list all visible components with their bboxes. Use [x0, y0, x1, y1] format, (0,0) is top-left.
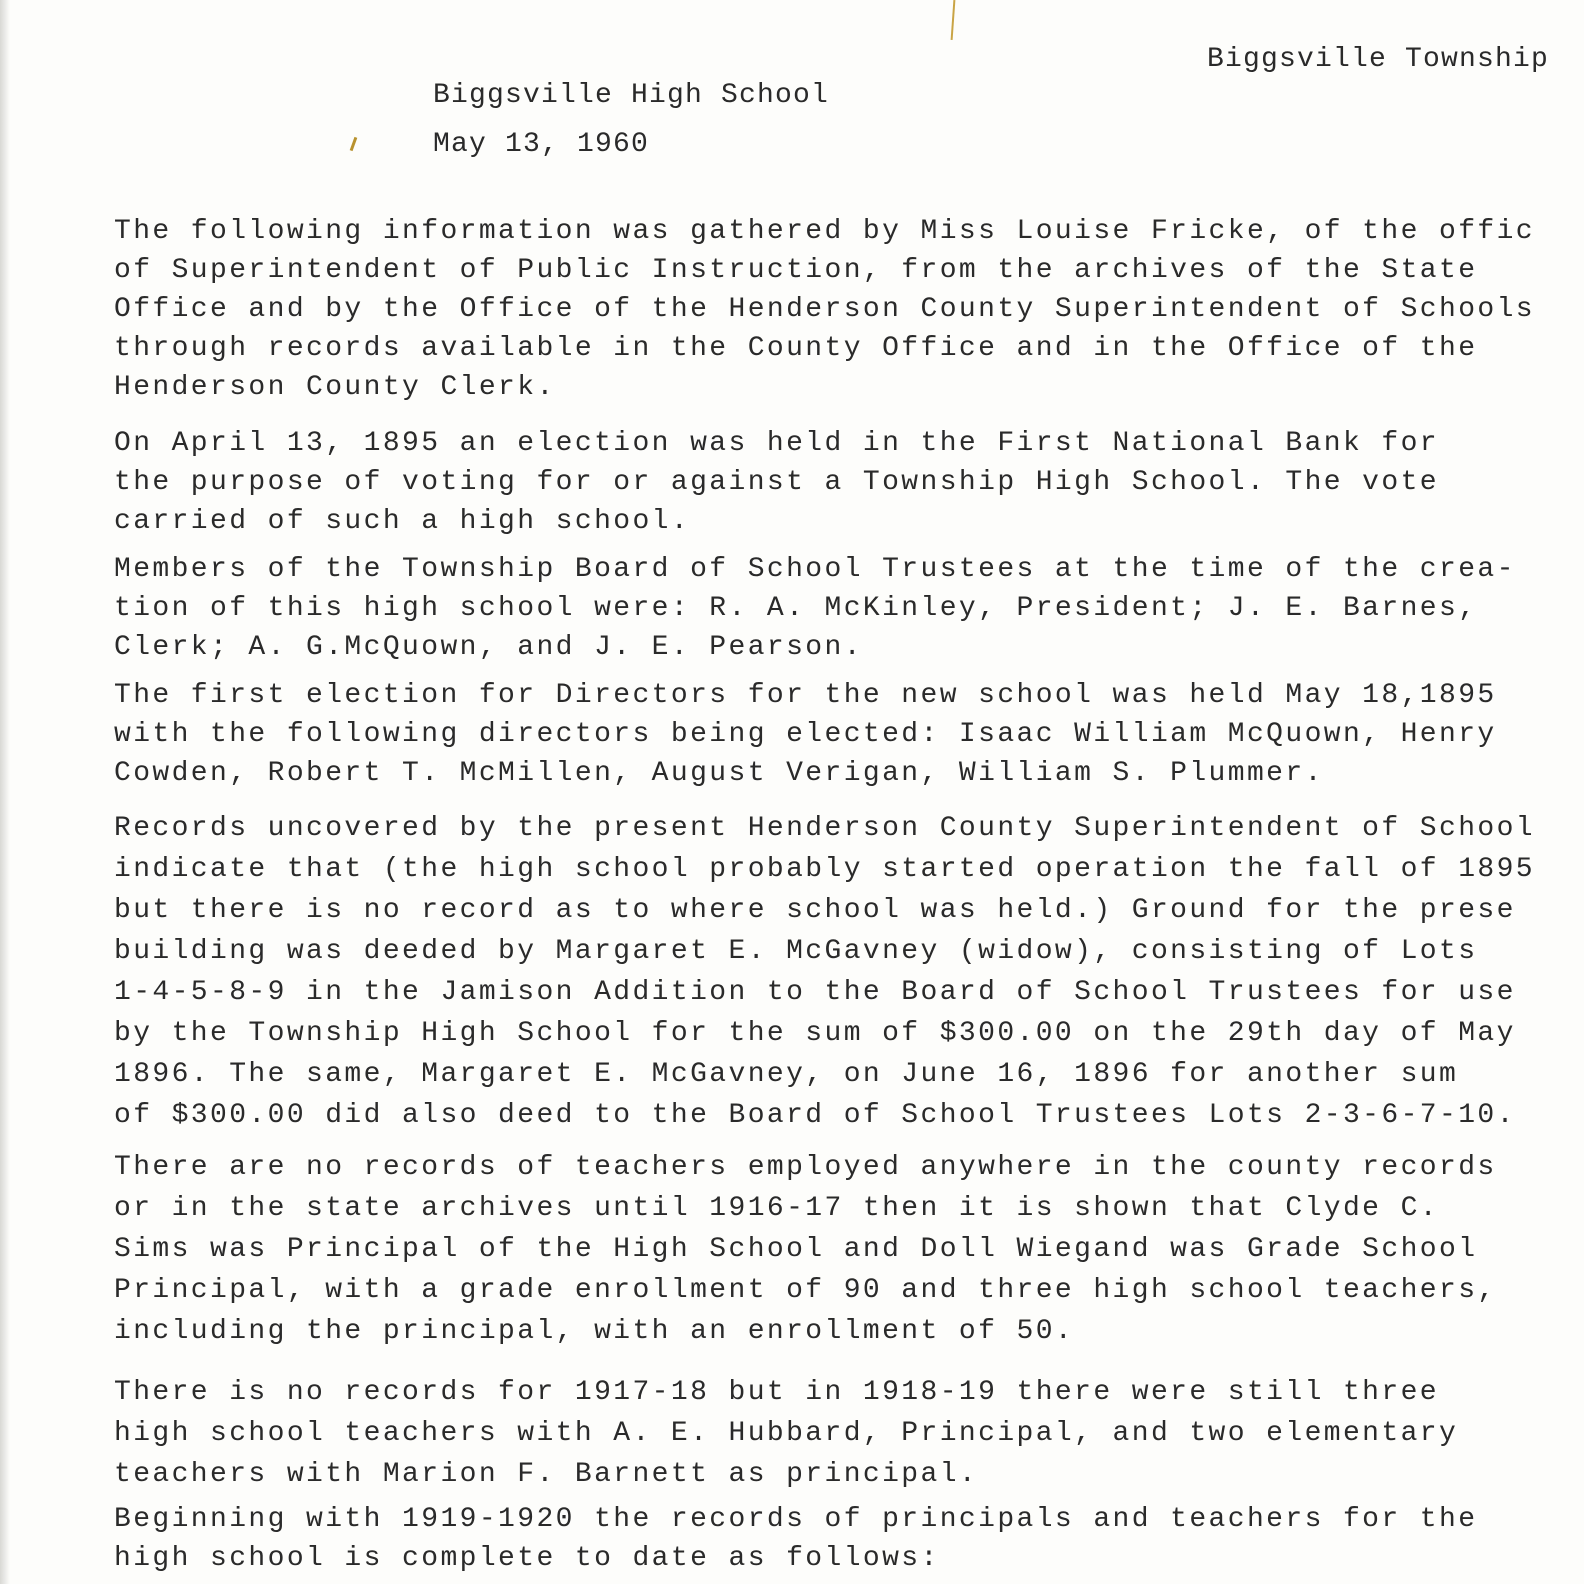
- text-line: The first election for Directors for the new school was held May 18,1895: [114, 680, 1497, 711]
- text-line: indicate that (the high school probably started operation the fall of 1895: [114, 854, 1536, 885]
- text-line: There is no records for 1917-18 but in 1918-19 there were still three: [114, 1377, 1439, 1408]
- paper-mark: [951, 0, 956, 40]
- text-line: Clerk; A. G.McQuown, and J. E. Pearson.: [114, 632, 863, 663]
- text-line: teachers with Marion F. Barnett as principal.: [114, 1459, 979, 1490]
- text-line: carried of such a high school.: [114, 506, 691, 537]
- paragraph-records-1919: [114, 1500, 1584, 1578]
- paragraph-election: [114, 424, 1584, 541]
- text-line: with the following directors being elected: Isaac William McQuown, Henry: [114, 719, 1497, 750]
- text-line: including the principal, with an enrollment of 50.: [114, 1316, 1075, 1347]
- text-line: by the Township High School for the sum of $300.00 on the 29th day of May: [114, 1018, 1516, 1049]
- paragraph-teachers-1916: [114, 1147, 1584, 1352]
- text-line: of Superintendent of Public Instruction, from the archives of the State: [114, 255, 1478, 286]
- paper-mark: [350, 137, 358, 151]
- text-line: The following information was gathered by Miss Louise Fricke, of the offic: [114, 216, 1536, 247]
- paragraph-trustees: [114, 550, 1584, 667]
- document-date: May 13, 1960: [433, 129, 650, 160]
- text-line: building was deeded by Margaret E. McGavney (widow), consisting of Lots: [114, 936, 1478, 967]
- text-line: high school teachers with A. E. Hubbard, Principal, and two elementary: [114, 1418, 1459, 1449]
- school-name: Biggsville High School: [433, 80, 830, 111]
- text-line: Beginning with 1919-1920 the records of principals and teachers for the: [114, 1504, 1478, 1535]
- text-line: through records available in the County Office and in the Office of the: [114, 333, 1478, 364]
- paragraph-teachers-1918: [114, 1372, 1584, 1495]
- paragraph-directors: [114, 676, 1584, 793]
- text-line: 1-4-5-8-9 in the Jamison Addition to the Board of School Trustees for use: [114, 977, 1516, 1008]
- paragraph-records-deeds: [114, 808, 1584, 1136]
- text-line: tion of this high school were: R. A. McKinley, President; J. E. Barnes,: [114, 593, 1478, 624]
- text-line: high school is complete to date as follows:: [114, 1543, 940, 1574]
- text-line: Office and by the Office of the Henderson County Superintendent of Schools: [114, 294, 1536, 325]
- page-edge-shadow: [0, 0, 10, 1584]
- text-line: Henderson County Clerk.: [114, 372, 556, 403]
- text-line: Sims was Principal of the High School and Doll Wiegand was Grade School: [114, 1234, 1478, 1265]
- text-line: Records uncovered by the present Henderson County Superintendent of School: [114, 813, 1536, 844]
- text-line: 1896. The same, Margaret E. McGavney, on June 16, 1896 for another sum: [114, 1059, 1459, 1090]
- text-line: Principal, with a grade enrollment of 90 and three high school teachers,: [114, 1275, 1497, 1306]
- township-header: Biggsville Township: [1207, 44, 1550, 75]
- text-line: or in the state archives until 1916-17 then it is shown that Clyde C.: [114, 1193, 1439, 1224]
- text-line: On April 13, 1895 an election was held in the First National Bank for: [114, 428, 1439, 459]
- text-line: of $300.00 did also deed to the Board of School Trustees Lots 2-3-6-7-10.: [114, 1100, 1516, 1131]
- text-line: the purpose of voting for or against a Township High School. The vote: [114, 467, 1439, 498]
- text-line: There are no records of teachers employed anywhere in the county records: [114, 1152, 1497, 1183]
- text-line: but there is no record as to where school was held.) Ground for the prese: [114, 895, 1516, 926]
- text-line: Cowden, Robert T. McMillen, August Verigan, William S. Plummer.: [114, 758, 1324, 789]
- text-line: Members of the Township Board of School Trustees at the time of the crea-: [114, 554, 1516, 585]
- paragraph-sources: [114, 212, 1584, 407]
